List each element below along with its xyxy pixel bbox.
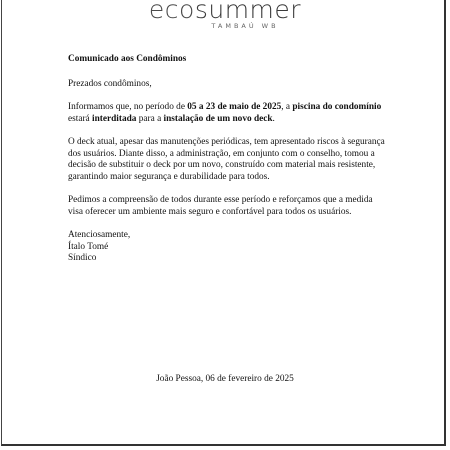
- letter-greeting: Prezados condôminos,: [68, 78, 152, 89]
- logo-eco: eco: [148, 0, 195, 24]
- logo-wordmark: [0, 0, 450, 24]
- letter-title: Comunicado aos Condôminos: [68, 54, 187, 64]
- closure-dates: 05 a 23 de maio de 2025: [187, 101, 282, 112]
- pool-label: piscina do condomínio: [292, 101, 382, 112]
- p1-text-2: , a: [281, 101, 293, 112]
- p1-text-5: .: [272, 113, 275, 124]
- logo-tagline: TAMBAÚ WB: [211, 22, 279, 30]
- logo-summer: summer: [194, 0, 302, 24]
- ecosummer-logo: [0, 0, 450, 30]
- closing-phrase: Atenciosamente,: [68, 230, 131, 241]
- closed-label: interditada: [92, 113, 137, 124]
- signer-name: Ítalo Tomé: [68, 241, 109, 252]
- signature-block: [68, 230, 388, 265]
- signer-role: Síndico: [68, 253, 97, 264]
- paragraph-request: Pedimos a compreensão de todos durante esse período e reforçamos que a medida visa oferecer um ambiente mais seguro e confortável para todos os usuários.: [68, 195, 373, 217]
- paragraph-deck-reason: O deck atual, apesar das manutenções periódicas, tem apresentado riscos à segurança dos usuários. Diante disso, a administração, em conjunto com o conselho, tomou a decisão de substituir o deck por um novo, construído com material mais resistente, garantindo maior segurança e durabilidade para todos.: [68, 136, 385, 182]
- letter-body: [68, 54, 388, 265]
- place-date: João Pessoa, 06 de fevereiro de 2025: [156, 374, 294, 384]
- p1-text-4: para a: [136, 113, 164, 124]
- p1-text-3: estará: [68, 113, 93, 124]
- p1-text-1: Informamos que, no período de: [68, 101, 188, 112]
- deck-installation-label: instalação de um novo deck: [163, 113, 273, 124]
- paragraph-closure-notice: [68, 102, 388, 125]
